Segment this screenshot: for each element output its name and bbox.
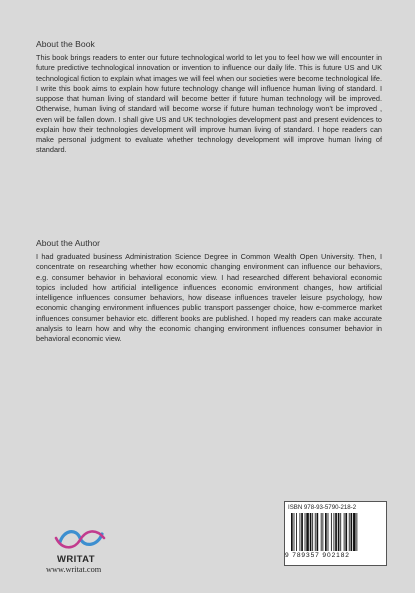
- about-book-heading: About the Book: [36, 39, 95, 49]
- publisher-url: www.writat.com: [46, 565, 102, 574]
- publisher-name: WRITAT: [57, 554, 95, 565]
- isbn-digits: 9 789357 902182: [285, 552, 350, 559]
- about-book-text: This book brings readers to enter our future technological world to let you to feel how we will encounter in future predictive technological innovation or invention to influence our daily life. This is future US and UK technological fiction to explain what images we will feel when our societies were become technological life. I write this book aims to explain how future technology change will influence human living of standard. I suppose that human living of standard will become better if future human technology will be improved. Otherwise, human living of standard will become worse if future human technology won't be improved , even will be fallen down. I shall give US and UK technologies development past and present evidences to explain how their technologies development will improve human living of standard. I hope readers can make personal judgment to evaluate whether technology development will improve human living of standard.: [36, 53, 382, 155]
- barcode-bar: [305, 513, 306, 551]
- infinity-swirl-icon: [46, 524, 116, 554]
- barcode-bar: [291, 513, 293, 551]
- barcode-bar: [345, 513, 347, 551]
- barcode-bar: [353, 513, 356, 551]
- barcode-bar: [310, 513, 312, 551]
- barcode-bar: [294, 513, 295, 551]
- isbn-barcode: [284, 501, 387, 566]
- barcode-bar: [321, 513, 322, 551]
- barcode-bar: [322, 513, 323, 551]
- barcode-bar: [312, 513, 313, 551]
- barcode-bar: [325, 513, 327, 551]
- isbn-label: ISBN 978-93-5790-218-2: [288, 504, 357, 511]
- barcode-bar: [356, 513, 357, 551]
- barcode-bar: [315, 513, 316, 551]
- barcode-bar: [317, 513, 319, 551]
- barcode-bar: [338, 513, 340, 551]
- publisher-logo: [46, 524, 116, 582]
- barcode-bar: [351, 513, 353, 551]
- about-author-text: I had graduated business Administration Science Degree in Common Wealth Open University. Then, I concentrate on researching whether how economic changing environment can influence our behaviors, e.g. consumer behavior in behavioral economic view. I had researched different behavioral economic topics included how artificial intelligence influences economic environment changes, how artificial intelligence influences consumer behaviors, how disease influences traveler leisure psychology, how economic changing environment influences public transport passenger choice, how e-commerce market influences consumer behavior etc. different books are published. I hoped my readers can make accurate analysis to learn how and why the economic changing environment influences consumer behavior in behavioral economic view.: [36, 252, 382, 343]
- barcode-bar: [344, 513, 345, 551]
- barcode-bar: [335, 513, 337, 551]
- barcode-bar: [334, 513, 335, 551]
- barcode-bar: [301, 513, 303, 551]
- about-author-heading: About the Author: [36, 238, 101, 248]
- barcode-bar: [296, 513, 297, 551]
- barcode-bar: [300, 513, 301, 551]
- barcode-bars-icon: [291, 513, 381, 551]
- barcode-bar: [328, 513, 329, 551]
- barcode-bar: [306, 513, 309, 551]
- barcode-bar: [331, 513, 332, 551]
- barcode-bar: [349, 513, 350, 551]
- barcode-bar: [340, 513, 341, 551]
